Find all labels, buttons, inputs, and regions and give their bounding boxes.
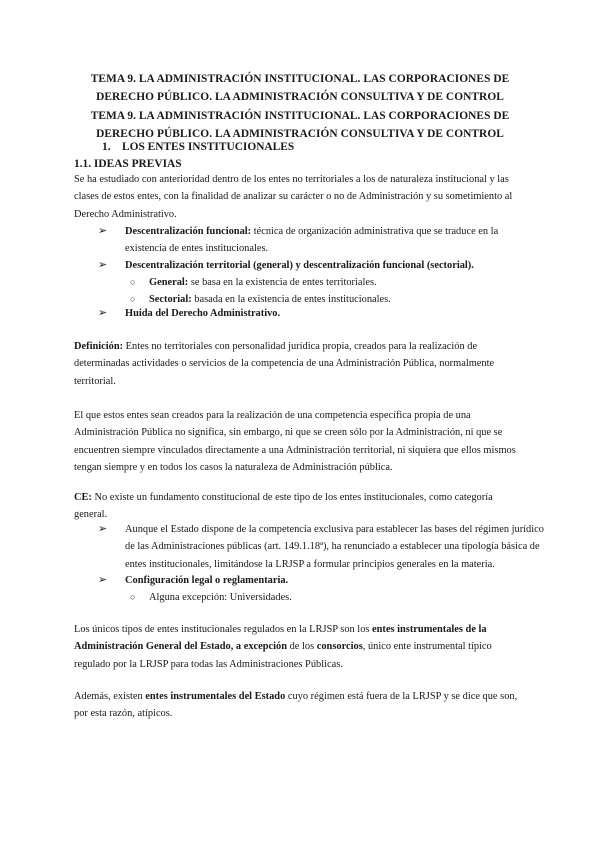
- text-line: tengan siempre y en todos los casos la naturaleza de Administración pública.: [74, 461, 393, 473]
- text-line: encuentren siempre vinculados directamente a una Administración territorial, ni siquiera que ellos mismos: [74, 444, 516, 456]
- circle-bullet-icon: ○: [130, 592, 136, 602]
- text-line: Aunque el Estado dispone de la competencia exclusiva para establecer las bases del régimen jurídico: [125, 524, 544, 535]
- circle-bullet-icon: ○: [130, 277, 136, 287]
- list-item: [100, 257, 530, 274]
- list-item: [98, 521, 544, 573]
- text-line: Además, existen: [74, 691, 146, 702]
- text-line: entes institucionales, limitándose la LRJSP a formular principios generales en la materia.: [125, 558, 495, 570]
- subsection-heading: 1.1. IDEAS PREVIAS: [74, 158, 182, 170]
- ce-paragraph: [74, 489, 534, 524]
- bold-term: Descentralización funcional:: [125, 226, 252, 237]
- section-label: LOS ENTES INSTITUCIONALES: [122, 141, 295, 153]
- bold-term: Definición:: [74, 341, 124, 352]
- circle-bullet-icon: ○: [130, 294, 136, 304]
- text-line: técnica de organización administrativa que se traduce en la: [251, 226, 499, 237]
- arrow-bullet-icon: ➢: [98, 523, 108, 535]
- text-line: existencia de entes institucionales.: [125, 243, 269, 255]
- paragraph: [74, 407, 534, 476]
- page-title: [60, 70, 540, 143]
- definition-paragraph: [74, 338, 534, 390]
- arrow-bullet-icon: ➢: [98, 259, 108, 271]
- text-line: No existe un fundamento constitucional de este tipo de los entes institucionales, como categoría: [91, 492, 493, 503]
- title-line: DERECHO PÚBLICO. LA ADMINISTRACIÓN CONSULTIVA Y DE CONTROL: [96, 127, 504, 140]
- text-line: clases de estos entes, con la finalidad de analizar su carácter o no de Administración y su sometimiento al: [74, 191, 513, 203]
- text-line: cuyo régimen está fuera de la LRJSP y se dice que son,: [285, 691, 518, 702]
- bold-term: Sectorial:: [149, 294, 192, 305]
- paragraph: [74, 621, 534, 673]
- bold-term: Administración General del Estado, a: [74, 641, 244, 653]
- arrow-bullet-icon: ➢: [98, 225, 108, 237]
- list-item: [100, 572, 530, 589]
- text-line: Se ha estudiado con anterioridad dentro de los entes no territoriales a los de naturaleza institucional y las: [74, 174, 509, 185]
- list-item: [100, 305, 530, 322]
- paragraph: [74, 688, 534, 723]
- sub-list-item: [130, 274, 530, 291]
- bold-term: Configuración legal o reglamentaria.: [125, 575, 289, 586]
- text-line: por esta razón, atípicos.: [74, 708, 173, 720]
- bold-term: Descentralización territorial (general) y descentralización funcional (sectorial).: [125, 260, 474, 271]
- text-line: basada en la existencia de entes institucionales.: [191, 294, 391, 305]
- text-line: territorial.: [74, 375, 116, 387]
- bold-term: CE:: [74, 492, 92, 503]
- text-line: , único ente instrumental típico: [362, 641, 492, 653]
- text-line: Entes no territoriales con personalidad jurídica propia, creados para la realización de: [123, 341, 478, 352]
- intro-paragraph: [74, 171, 534, 223]
- section-number: 1.: [102, 141, 111, 153]
- bold-term: General:: [149, 277, 189, 288]
- text-line: general.: [74, 509, 108, 521]
- text-line: de las Administraciones públicas (art. 149.1.18ª), ha renunciado a establecer una tipología básica de: [125, 541, 540, 553]
- bold-term: Huida del Derecho Administrativo.: [125, 308, 281, 319]
- sub-list-item: [130, 589, 530, 606]
- text-line: Derecho Administrativo.: [74, 208, 177, 220]
- title-line: TEMA 9. LA ADMINISTRACIÓN INSTITUCIONAL. LAS CORPORACIONES DE: [90, 73, 510, 85]
- arrow-bullet-icon: ➢: [98, 307, 108, 319]
- text-line: El que estos entes sean creados para la realización de una competencia específica propia de una: [74, 410, 471, 421]
- bold-term: entes instrumentales del Estado: [145, 691, 286, 702]
- text-line: se basa en la existencia de entes territoriales.: [188, 277, 377, 288]
- title-line: DERECHO PÚBLICO. LA ADMINISTRACIÓN CONSULTIVA Y DE CONTROL: [96, 91, 504, 104]
- bold-term: entes instrumentales de la: [372, 624, 487, 635]
- section-heading: [102, 141, 294, 153]
- text-line: de los: [287, 641, 317, 653]
- bold-term: excepción: [243, 641, 288, 653]
- text-line: Alguna excepción: Universidades.: [149, 592, 292, 603]
- text-line: Los únicos tipos de entes institucionales regulados en la LRJSP son los: [74, 624, 373, 635]
- text-line: Administración Pública no significa, sin embargo, ni que se creen sólo por la Administración, ni que se: [74, 427, 503, 439]
- list-item: [100, 223, 530, 258]
- text-line: regulado por la LRJSP para todas las Administraciones Públicas.: [74, 658, 343, 670]
- title-line: TEMA 9. LA ADMINISTRACIÓN INSTITUCIONAL. LAS CORPORACIONES DE: [90, 109, 510, 122]
- text-line: determinadas actividades o servicios de la competencia de una Administración Pública, normalmente: [74, 358, 495, 370]
- arrow-bullet-icon: ➢: [98, 574, 108, 586]
- bold-term: consorcios: [316, 641, 363, 653]
